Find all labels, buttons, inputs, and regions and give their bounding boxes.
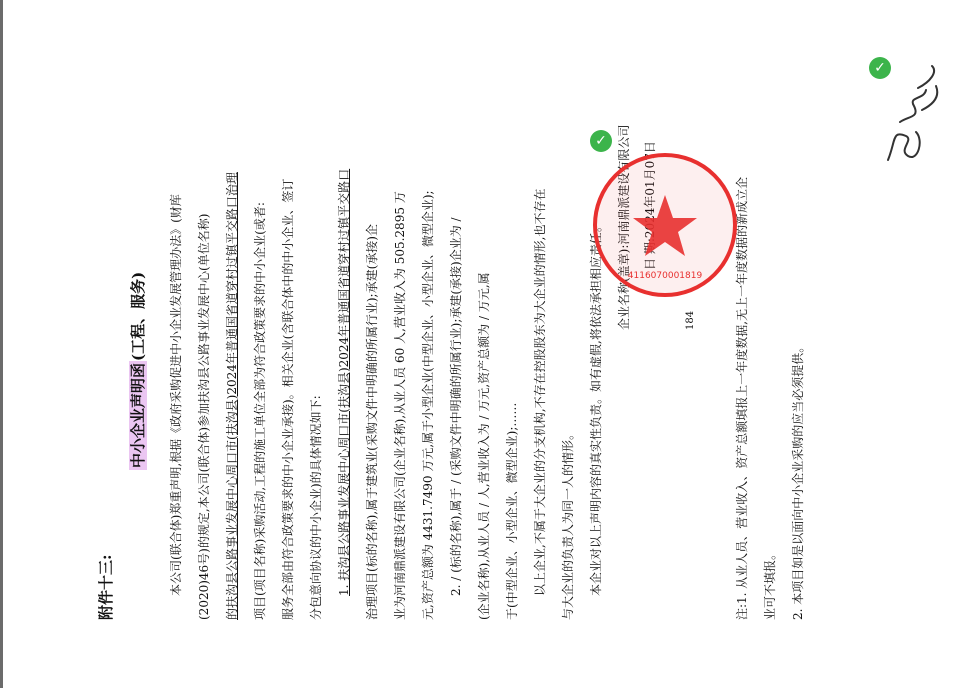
- note-line-1: 注:1. 从业人员、营业收入、资产总额填报上一年度数据,无上一年度数据的新成立企: [735, 176, 749, 620]
- page-number: 184: [685, 310, 696, 330]
- item1-line-4: 元,资产总额为 4431.7490 万元,属于小型企业(中型企业、小型企业、微型企业);: [421, 190, 435, 620]
- para1-line-1: 本公司(联合体)郑重声明,根据《政府采购促进中小企业发展管理办法》(财库: [169, 194, 183, 596]
- para2-line-1: 以上企业,不属于大企业的分支机构,不存在控股股东为大企业的情形,也不存在: [533, 188, 547, 596]
- para1-line-6: 分包意向协议的中小企业)的具体情况如下:: [309, 395, 323, 620]
- para2-line-2: 与大企业的负责人为同一人的情形。: [561, 427, 575, 620]
- item1-line-1: 1. 扶沟县公路事业发展中心周口市(扶沟县)2024年普通国省道穿村过镇平交路口: [337, 168, 351, 596]
- para1-line-4: 项目(项目名称)采购活动,工程的施工单位全部为符合政策要求的中小企业(或者:: [253, 202, 267, 620]
- item2-line-2: (企业名称),从业人员 / 人,营业收入为 / 万元,资产总额为 / 万元,属: [477, 272, 491, 620]
- attachment-heading: 附件十三:: [97, 554, 115, 620]
- handwritten-signature: [878, 60, 948, 170]
- item2-line-1: 2. / (标的名称),属于 / (采购文件中明确的所属行业);承建(承接)企业为 /: [449, 217, 463, 596]
- para1-line-5: 服务全部由符合政策要求的中小企业承接)。相关企业(含联合体中的中小企业、签订: [281, 178, 295, 620]
- title-highlight: 中小企业声明函: [129, 362, 147, 468]
- seal-code-text: 4116070001819: [627, 271, 703, 281]
- check-mark-icon-signature: ✓: [869, 57, 891, 79]
- para3-line: 本企业对以上声明内容的真实性负责。如有虚假,将依法承担相应责任。: [589, 220, 603, 596]
- rotated-document-page: [95, 20, 855, 620]
- title-suffix: (工程、服务): [129, 271, 147, 361]
- para1-line-2: (2020)46号)的规定,本公司(联合体)参加扶沟县公路事业发展中心(单位名称): [197, 213, 211, 620]
- company-seal: [590, 150, 740, 300]
- note-line-3: 2. 本项目如是以面向中小企业采购的应当必须提供。: [791, 340, 805, 620]
- item1-line-2: 治理项目(标的名称),属于建筑业(采购文件中明确的所属行业);承建(承接)企: [365, 224, 379, 620]
- para1-line-3: 的扶沟县公路事业发展中心周口市(扶沟县)2024年普通国省道穿村过镇平交路口治理: [225, 172, 239, 620]
- viewer-left-edge: [0, 0, 3, 688]
- item2-line-3: 于(中型企业、小型企业、微型企业);……: [505, 402, 519, 620]
- item1-line-3: 业为河南鼎派建设有限公司(企业名称),从业人员 60 人,营业收入为 505.2895 万: [393, 191, 407, 620]
- document-title: [129, 272, 147, 470]
- check-mark-icon: ✓: [590, 130, 612, 152]
- note-line-2: 业可不填报。: [763, 547, 777, 620]
